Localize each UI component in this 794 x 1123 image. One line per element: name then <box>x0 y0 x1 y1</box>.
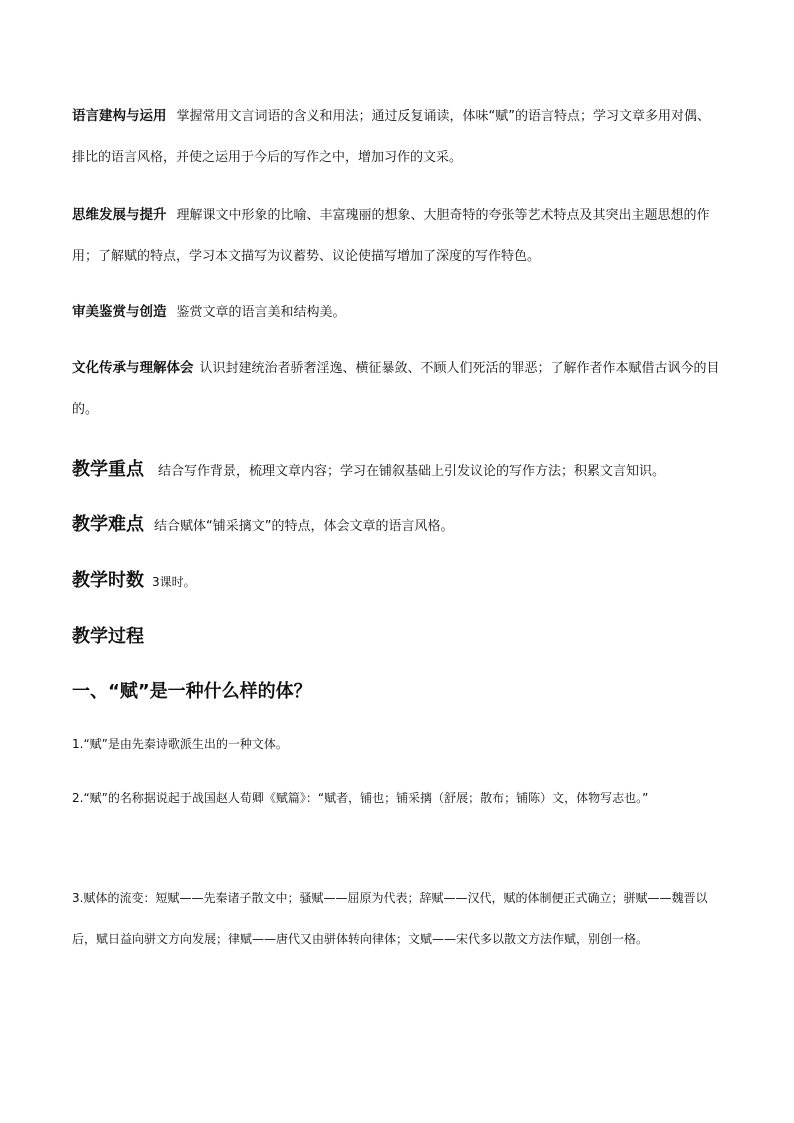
difficulties <box>72 510 722 536</box>
list-item: 3.赋体的流变：短赋——先秦诸子散文中；骚赋——屈原为代表；辞赋——汉代，赋的体制便正式确立；骈赋——魏晋以后，赋日益向骈文方向发展；律赋——唐代又由骈体转向律体；文赋——宋代多以散文方法作赋，别创一格。 <box>72 891 708 946</box>
list-item: 1.“赋”是由先秦诗歌派生出的一种文体。 <box>72 737 288 751</box>
objective-label: 语言建构与运用 <box>72 108 167 124</box>
hours-text: 3课时。 <box>152 575 196 589</box>
objective-text: 认识封建统治者骄奢淫逸、横征暴敛、不顾人们死活的罪恶；了解作者作本赋借古讽今的目的。 <box>72 361 720 417</box>
objective-text: 理解课文中形象的比喻、丰富瑰丽的想象、大胆奇特的夸张等艺术特点及其突出主题思想的作用；了解赋的特点，学习本文描写为议蓄势、议论使描写增加了深度的写作特色。 <box>72 208 710 264</box>
difficulties-text: 结合赋体“铺采摛文”的特点，体会文章的语言风格。 <box>154 519 454 534</box>
objective-thinking <box>72 195 722 277</box>
objective-language <box>72 96 722 178</box>
section-one-title: 一、“赋”是一种什么样的体？ <box>72 681 312 702</box>
objective-text: 掌握常用文言词语的含义和用法；通过反复诵读，体味“赋”的语言特点；学习文章多用对偶、排比的语言风格，并使之运用于今后的写作之中，增加习作的文采。 <box>72 109 710 165</box>
list-item: 2.“赋”的名称据说起于战国赵人荀卿《赋篇》：“赋者，铺也；铺采摛（舒展；散布；铺陈）文，体物写志也。” <box>72 791 649 805</box>
difficulties-label: 教学难点 <box>72 514 144 535</box>
hours-label: 教学时数 <box>72 570 144 591</box>
teaching-hours <box>72 566 722 592</box>
objective-aesthetic <box>72 292 722 333</box>
key-points-label: 教学重点 <box>72 459 144 480</box>
process-title: 教学过程 <box>72 626 144 647</box>
objective-label: 思维发展与提升 <box>72 207 167 223</box>
objective-text: 鉴赏文章的语言美和结构美。 <box>176 305 346 320</box>
objective-culture <box>72 348 722 430</box>
key-points <box>72 455 722 481</box>
objective-label: 文化传承与理解体会 <box>72 360 194 376</box>
objective-label: 审美鉴赏与创造 <box>72 304 167 320</box>
key-points-text: 结合写作背景，梳理文章内容；学习在铺叙基础上引发议论的写作方法；积累文言知识。 <box>158 464 666 479</box>
